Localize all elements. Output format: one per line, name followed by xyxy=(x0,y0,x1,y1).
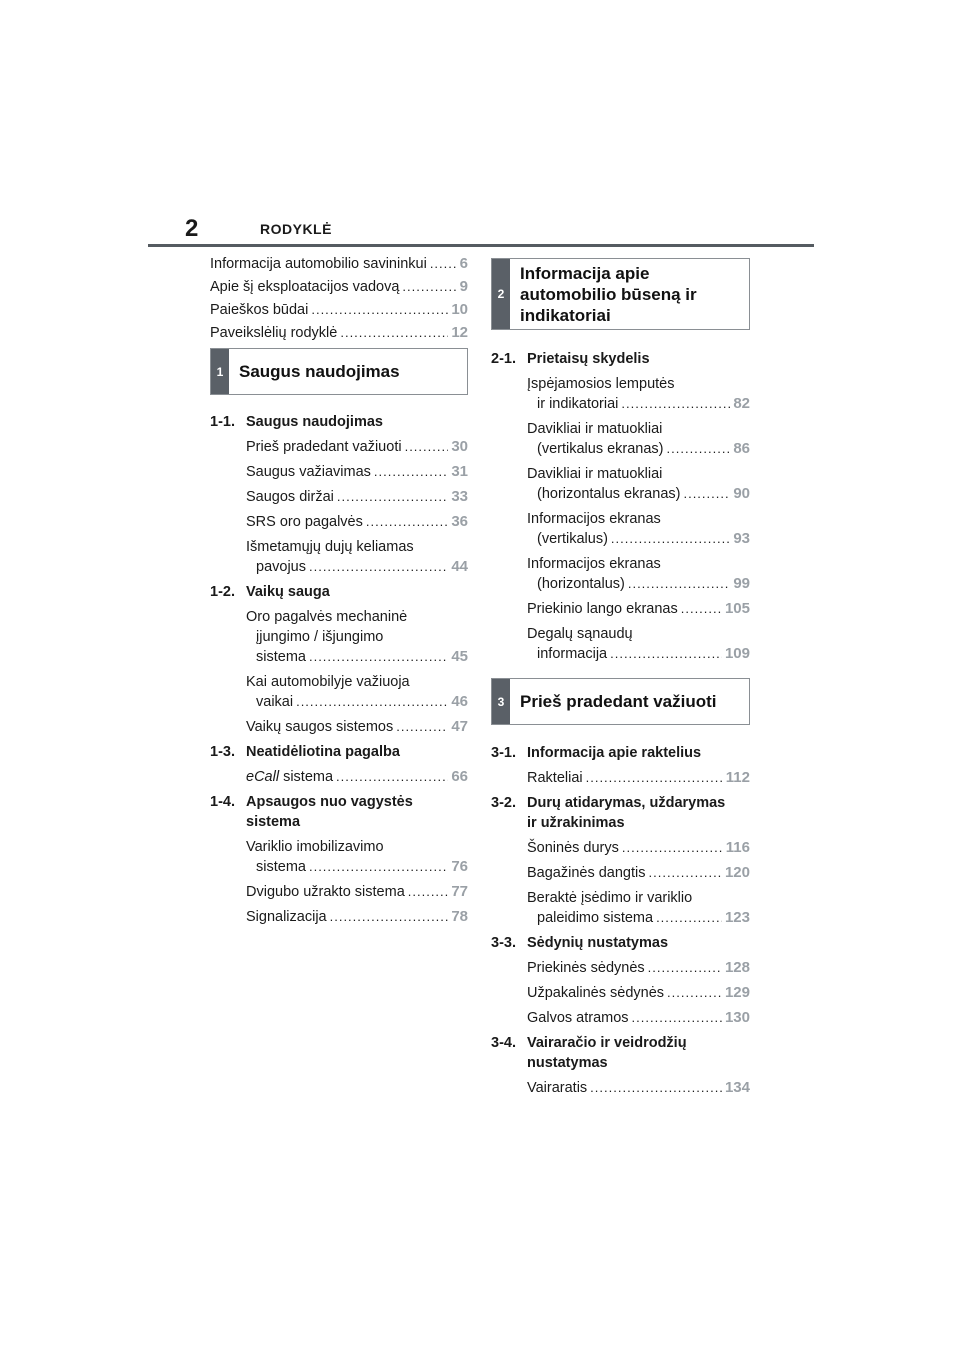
toc-entry-title: Galvos atramos xyxy=(527,1010,629,1026)
right-column xyxy=(491,258,750,1098)
toc-entry[interactable] xyxy=(210,254,468,274)
toc-entry-title: (vertikalus) xyxy=(537,531,608,547)
leader-dots xyxy=(628,574,730,594)
leader-dots xyxy=(649,863,722,883)
toc-entry-line: įjungimo / išjungimo xyxy=(256,629,384,645)
toc-entry-row xyxy=(527,983,750,1003)
chapter-title-line: automobilio būseną ir xyxy=(520,284,697,304)
left-column xyxy=(210,254,468,927)
toc-page-ref[interactable]: 46 xyxy=(451,693,468,710)
toc-page-ref[interactable]: 116 xyxy=(725,839,750,856)
section-title: Saugus naudojimas xyxy=(246,414,383,430)
toc-entry[interactable] xyxy=(527,464,750,504)
leader-dots xyxy=(667,439,731,459)
toc-entry-title: (horizontalus ekranas) xyxy=(537,486,681,502)
toc-entry-title: Priekinės sėdynės xyxy=(527,960,645,976)
toc-entry[interactable] xyxy=(210,277,468,297)
leader-dots xyxy=(611,529,730,549)
toc-entry-row xyxy=(527,768,750,788)
toc-page-ref[interactable]: 105 xyxy=(724,600,750,617)
section-number: 1-2. xyxy=(210,584,235,600)
toc-page-ref[interactable]: 10 xyxy=(451,301,468,318)
leader-dots xyxy=(337,487,448,507)
toc-entry-line: Išmetamųjų dujų keliamas xyxy=(246,539,414,555)
section-title-line2: nustatymas xyxy=(527,1055,608,1071)
toc-entry[interactable] xyxy=(210,300,468,320)
chapter-title: Prieš pradedant važiuoti xyxy=(520,692,717,711)
toc-entry-title: Saugus važiavimas xyxy=(246,464,371,480)
leader-dots xyxy=(610,644,722,664)
toc-entry-row xyxy=(246,512,468,532)
spacer xyxy=(491,330,750,344)
section-number: 3-3. xyxy=(491,935,516,951)
toc-page-ref[interactable]: 36 xyxy=(451,513,468,530)
section-heading xyxy=(210,582,468,602)
toc-page-ref[interactable]: 128 xyxy=(724,959,750,976)
section-title: Durų atidarymas, uždarymas xyxy=(527,795,726,811)
leader-dots xyxy=(330,907,449,927)
toc-entry-row xyxy=(527,1078,750,1098)
toc-entry[interactable] xyxy=(246,512,468,532)
toc-entry-title: Dvigubo užrakto sistema xyxy=(246,884,405,900)
chapter-heading xyxy=(210,348,468,395)
toc-entry-title: eCall sistema xyxy=(246,769,334,785)
toc-page-ref[interactable]: 134 xyxy=(724,1079,750,1096)
chapter-title xyxy=(520,263,697,326)
toc-entry[interactable] xyxy=(527,958,750,978)
toc-entry-row xyxy=(210,323,468,343)
toc-entry-row xyxy=(246,487,468,507)
toc-entry-row xyxy=(246,857,468,877)
toc-entry-row xyxy=(527,394,750,414)
leader-dots xyxy=(667,983,722,1003)
section-title: Prietaisų skydelis xyxy=(527,351,650,367)
toc-entry-row xyxy=(246,717,468,737)
leader-dots xyxy=(621,394,730,414)
toc-entry-row xyxy=(246,907,468,927)
section-title: Sėdynių nustatymas xyxy=(527,935,669,951)
toc-entry-title: Signalizacija xyxy=(246,909,327,925)
toc-page-ref[interactable]: 129 xyxy=(724,984,750,1001)
toc-entry-title: Paveikslėlių rodyklė xyxy=(210,325,338,341)
leader-dots xyxy=(590,1078,722,1098)
toc-entry-title: Vairaratis xyxy=(527,1080,588,1096)
toc-entry-row xyxy=(246,462,468,482)
toc-entry-title: paleidimo sistema xyxy=(537,910,654,926)
toc-page-ref[interactable]: 47 xyxy=(451,718,468,735)
toc-page-ref[interactable]: 90 xyxy=(733,485,750,502)
toc-page-ref[interactable]: 31 xyxy=(451,463,468,480)
toc-entry-row xyxy=(210,300,468,320)
toc-entry[interactable] xyxy=(527,983,750,1003)
leader-dots xyxy=(309,857,448,877)
spacer xyxy=(210,395,468,407)
spacer xyxy=(491,725,750,738)
toc-entry-row xyxy=(246,647,468,667)
chapter-tab: 1 xyxy=(211,349,229,394)
toc-entry-row xyxy=(527,644,750,664)
toc-entry-line: Informacijos ekranas xyxy=(527,556,661,572)
toc-page-ref[interactable]: 99 xyxy=(733,575,750,592)
toc-entry[interactable] xyxy=(527,863,750,883)
toc-entry-row xyxy=(246,767,468,787)
toc-entry-row xyxy=(246,557,468,577)
section-heading xyxy=(491,743,750,763)
toc-entry-title-italic: eCall xyxy=(246,769,280,785)
leader-dots xyxy=(396,717,448,737)
toc-entry-title: pavojus xyxy=(256,559,306,575)
section-heading xyxy=(491,793,750,833)
toc-entry-title: Vaikų saugos sistemos xyxy=(246,719,394,735)
section-number: 1-4. xyxy=(210,794,235,810)
toc-entry-title: Užpakalinės sėdynės xyxy=(527,985,665,1001)
toc-page-ref[interactable]: 86 xyxy=(733,440,750,457)
toc-entry-title: (horizontalus) xyxy=(537,576,625,592)
toc-entry-title: vaikai xyxy=(256,694,294,710)
toc-page-ref[interactable]: 78 xyxy=(451,908,468,925)
toc-page-ref[interactable]: 112 xyxy=(725,769,750,786)
toc-entry-line: Variklio imobilizavimo xyxy=(246,839,384,855)
toc-entry[interactable] xyxy=(527,554,750,594)
toc-entry[interactable] xyxy=(527,599,750,619)
leader-dots xyxy=(402,277,456,297)
toc-page-ref[interactable]: 123 xyxy=(724,909,750,926)
section-title: Neatidėliotina pagalba xyxy=(246,744,400,760)
toc-entry-title: Saugos diržai xyxy=(246,489,334,505)
section-title: Vaikų sauga xyxy=(246,584,330,600)
toc-entry-row xyxy=(527,599,750,619)
leader-dots xyxy=(622,838,723,858)
toc-entry[interactable] xyxy=(527,768,750,788)
toc-page-ref[interactable]: 6 xyxy=(459,255,468,272)
toc-entry-title: Rakteliai xyxy=(527,770,583,786)
toc-entry[interactable] xyxy=(527,509,750,549)
leader-dots xyxy=(408,882,449,902)
toc-entry-row xyxy=(527,484,750,504)
toc-entry[interactable] xyxy=(246,437,468,457)
toc-entry[interactable] xyxy=(527,838,750,858)
chapter-title: Saugus naudojimas xyxy=(239,362,400,381)
section-number: 1-1. xyxy=(210,414,235,430)
toc-entry-row xyxy=(527,439,750,459)
toc-page-ref[interactable]: 77 xyxy=(451,883,468,900)
toc-entry-line: Beraktė įsėdimo ir variklio xyxy=(527,890,693,906)
toc-entry-title: Apie šį eksploatacijos vadovą xyxy=(210,279,400,295)
toc-entry-row xyxy=(527,529,750,549)
toc-entry-row xyxy=(246,437,468,457)
toc-entry-row xyxy=(527,958,750,978)
chapter-tab: 3 xyxy=(492,679,510,724)
toc-entry[interactable] xyxy=(246,837,468,877)
section-title-line2: ir užrakinimas xyxy=(527,815,625,831)
spacer xyxy=(491,664,750,678)
toc-page-ref[interactable]: 82 xyxy=(733,395,750,412)
toc-entry[interactable] xyxy=(527,1008,750,1028)
toc-entry-line: Kai automobilyje važiuoja xyxy=(246,674,410,690)
leader-dots xyxy=(336,767,448,787)
toc-page-ref[interactable]: 109 xyxy=(724,645,750,662)
section-number: 3-2. xyxy=(491,795,516,811)
section-title: Informacija apie raktelius xyxy=(527,745,702,761)
toc-page-ref[interactable]: 76 xyxy=(451,858,468,875)
toc-entry-line: Degalų sąnaudų xyxy=(527,626,633,642)
section-heading xyxy=(491,933,750,953)
toc-entry-title: Informacija automobilio savininkui xyxy=(210,256,427,272)
running-title: RODYKLĖ xyxy=(260,221,332,237)
section-title: Vairaračio ir veidrodžių xyxy=(527,1035,687,1051)
toc-entry-row xyxy=(246,692,468,712)
toc-page-ref[interactable]: 12 xyxy=(451,324,468,341)
toc-page-ref[interactable]: 44 xyxy=(451,558,468,575)
leader-dots xyxy=(366,512,448,532)
chapter-tab: 2 xyxy=(492,259,510,329)
toc-entry-title: Paieškos būdai xyxy=(210,302,309,318)
section-heading xyxy=(491,1033,750,1073)
chapter-title-line: Informacija apie xyxy=(520,263,650,283)
toc-entry-title: ir indikatoriai xyxy=(537,396,619,412)
toc-entry[interactable] xyxy=(246,882,468,902)
toc-page-ref[interactable]: 120 xyxy=(724,864,750,881)
toc-entry-title: Priekinio lango ekranas xyxy=(527,601,678,617)
toc-entry-row xyxy=(527,863,750,883)
section-heading xyxy=(210,792,468,832)
toc-entry-row xyxy=(210,277,468,297)
section-heading xyxy=(491,349,750,369)
leader-dots xyxy=(683,484,730,504)
section-title-line2: sistema xyxy=(246,814,301,830)
section-number: 2-1. xyxy=(491,351,516,367)
leader-dots xyxy=(430,254,457,274)
section-heading xyxy=(210,742,468,762)
leader-dots xyxy=(586,768,723,788)
leader-dots xyxy=(309,647,448,667)
leader-dots xyxy=(405,437,449,457)
toc-entry-row xyxy=(527,838,750,858)
toc-entry[interactable] xyxy=(246,487,468,507)
leader-dots xyxy=(374,462,448,482)
page-number: 2 xyxy=(185,215,199,242)
toc-entry-title: SRS oro pagalvės xyxy=(246,514,363,530)
toc-entry-row xyxy=(527,1008,750,1028)
toc-entry-title: (vertikalus ekranas) xyxy=(537,441,664,457)
toc-entry[interactable] xyxy=(210,323,468,343)
toc-entry[interactable] xyxy=(246,462,468,482)
toc-page-ref[interactable]: 130 xyxy=(724,1009,750,1026)
leader-dots xyxy=(681,599,722,619)
chapter-heading xyxy=(491,678,750,725)
section-number: 1-3. xyxy=(210,744,235,760)
leader-dots xyxy=(340,323,448,343)
toc-page-ref[interactable]: 66 xyxy=(451,768,468,785)
section-number: 3-1. xyxy=(491,745,516,761)
toc-entry-title: Prieš pradedant važiuoti xyxy=(246,439,402,455)
toc-entry-row xyxy=(246,882,468,902)
toc-entry-line: Įspėjamosios lemputės xyxy=(527,376,675,392)
toc-entry[interactable] xyxy=(246,672,468,712)
toc-entry[interactable] xyxy=(246,537,468,577)
toc-entry[interactable] xyxy=(246,717,468,737)
toc-page-ref[interactable]: 30 xyxy=(451,438,468,455)
toc-entry-title: Bagažinės dangtis xyxy=(527,865,646,881)
toc-entry-row xyxy=(210,254,468,274)
toc-entry-row xyxy=(527,574,750,594)
toc-entry[interactable] xyxy=(527,624,750,664)
toc-entry-line: Informacijos ekranas xyxy=(527,511,661,527)
toc-entry-row xyxy=(527,908,750,928)
section-title: Apsaugos nuo vagystės xyxy=(246,794,413,810)
toc-page-ref[interactable]: 93 xyxy=(733,530,750,547)
toc-entry-line: Davikliai ir matuokliai xyxy=(527,466,663,482)
chapter-heading xyxy=(491,258,750,330)
leader-dots xyxy=(309,557,448,577)
toc-entry[interactable] xyxy=(527,374,750,414)
toc-entry-title: sistema xyxy=(256,649,306,665)
leader-dots xyxy=(296,692,448,712)
toc-entry[interactable] xyxy=(527,1078,750,1098)
leader-dots xyxy=(648,958,722,978)
section-heading xyxy=(210,412,468,432)
toc-entry[interactable] xyxy=(246,907,468,927)
toc-page-ref[interactable]: 45 xyxy=(451,648,468,665)
page-header xyxy=(148,212,814,248)
toc-entry[interactable] xyxy=(527,888,750,928)
toc-entry-title: informacija xyxy=(537,646,608,662)
toc-entry-line: Davikliai ir matuokliai xyxy=(527,421,663,437)
section-number: 3-4. xyxy=(491,1035,516,1051)
toc-entry-title: sistema xyxy=(256,859,306,875)
toc-entry[interactable] xyxy=(527,419,750,459)
chapter-title-line: indikatoriai xyxy=(520,305,611,325)
header-rule xyxy=(148,244,814,247)
leader-dots xyxy=(656,908,722,928)
toc-entry[interactable] xyxy=(246,767,468,787)
leader-dots xyxy=(632,1008,722,1028)
leader-dots xyxy=(311,300,448,320)
toc-entry[interactable] xyxy=(246,607,468,667)
toc-entry-line: Oro pagalvės mechaninė xyxy=(246,609,408,625)
toc-page-ref[interactable]: 33 xyxy=(451,488,468,505)
toc-entry-title: Šoninės durys xyxy=(527,840,619,856)
toc-page-ref[interactable]: 9 xyxy=(459,278,468,295)
